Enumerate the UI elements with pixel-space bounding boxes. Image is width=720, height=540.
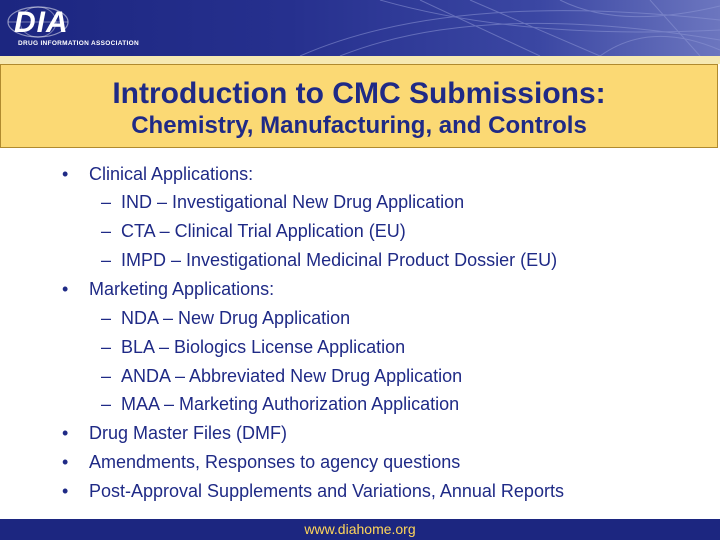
dash-marker: – — [101, 394, 112, 414]
dia-logo — [6, 4, 138, 52]
dash-marker: – — [101, 337, 112, 357]
sub-bullet-text: CTA – Clinical Trial Application (EU) — [121, 221, 406, 241]
dash-marker: – — [101, 221, 112, 241]
bullet-text: Clinical Applications: — [89, 164, 254, 184]
slide-title: Introduction to CMC Submissions: — [112, 77, 606, 110]
bullet-text: Post-Approval Supplements and Variations, Annual Reports — [89, 481, 564, 501]
footer-bar — [0, 519, 720, 540]
slide-subtitle: Chemistry, Manufacturing, and Controls — [131, 112, 587, 139]
dash-marker: – — [101, 366, 112, 386]
logo-subtitle: DRUG INFORMATION ASSOCIATION — [18, 40, 139, 47]
sub-bullet-text: IND – Investigational New Drug Application — [121, 192, 465, 212]
bullet-marker: • — [62, 481, 69, 501]
header-divider — [0, 56, 720, 64]
sub-bullet-text: IMPD – Investigational Medicinal Product Dossier (EU) — [121, 250, 558, 270]
bullet-text: Marketing Applications: — [89, 279, 275, 299]
sub-bullet-text: ANDA – Abbreviated New Drug Application — [121, 366, 463, 386]
bullet-marker: • — [62, 279, 69, 299]
logo-word: DIA — [14, 6, 69, 39]
bullet-marker: • — [62, 423, 69, 443]
bullet-marker: • — [62, 452, 69, 472]
dash-marker: – — [101, 192, 112, 212]
title-box — [0, 64, 718, 148]
dash-marker: – — [101, 308, 112, 328]
sub-bullet-text: MAA – Marketing Authorization Application — [121, 394, 460, 414]
footer-url[interactable]: www.diahome.org — [304, 521, 416, 537]
bullet-marker: • — [62, 164, 69, 184]
sub-bullet-text: NDA – New Drug Application — [121, 308, 351, 328]
sub-bullet-text: BLA – Biologics License Application — [121, 337, 406, 357]
bullet-text: Amendments, Responses to agency questions — [89, 452, 461, 472]
header-banner — [0, 0, 720, 56]
dash-marker: – — [101, 250, 112, 270]
bullet-text: Drug Master Files (DMF) — [89, 423, 288, 443]
